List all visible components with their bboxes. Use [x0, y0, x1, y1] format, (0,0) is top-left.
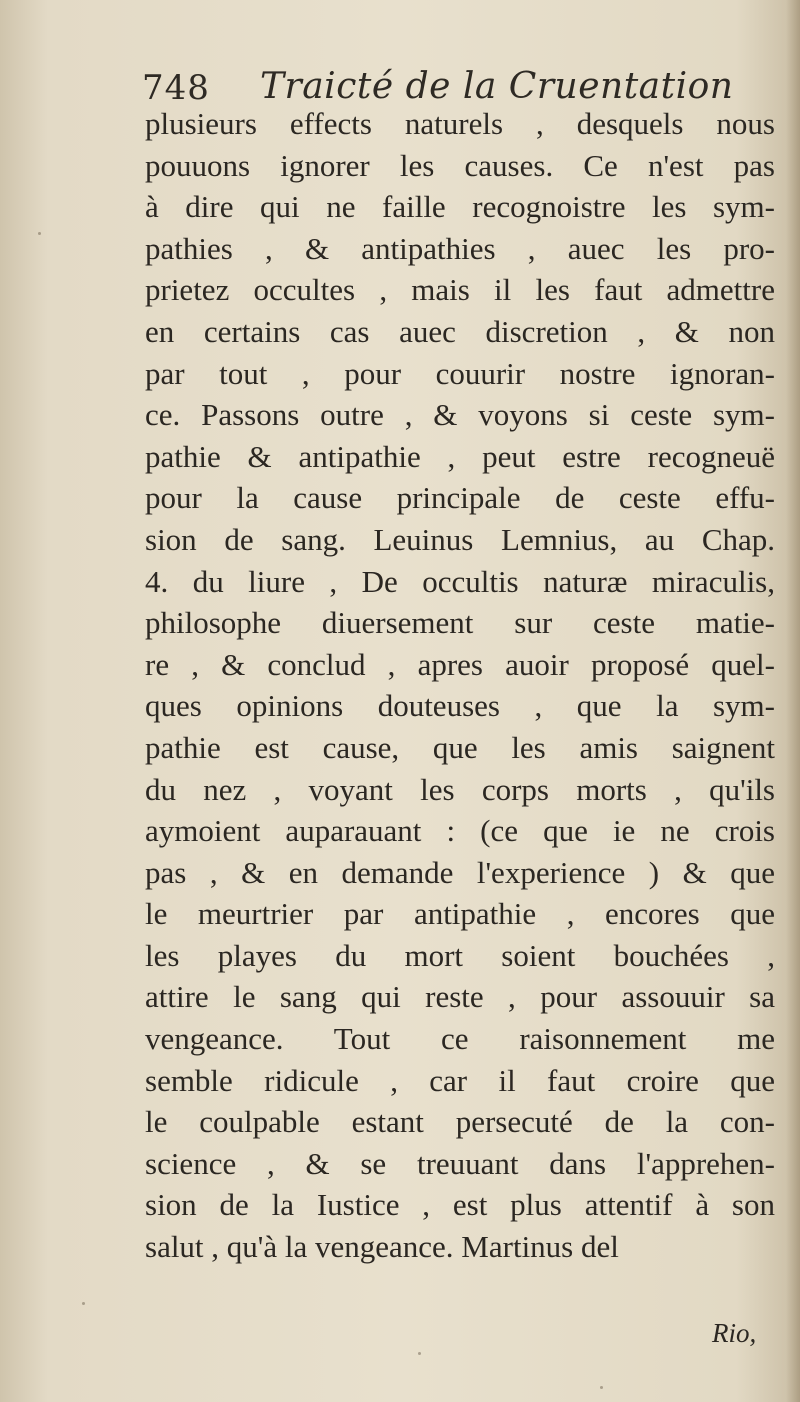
- text-line: re , & conclud , apres auoir proposé quel-: [145, 646, 775, 682]
- text-line: en certains cas auec discretion , & non: [145, 313, 775, 349]
- text-line: à dire qui ne faille recognoistre les sym-: [145, 189, 775, 225]
- text-line: philosophe diuersement sur ceste matie-: [145, 605, 775, 641]
- text-line: pathies , & antipathies , auec les pro-: [145, 230, 775, 266]
- text-line: du nez , voyant les corps morts , qu'ils: [145, 771, 775, 807]
- text-line: le meurtrier par antipathie , encores que: [145, 896, 775, 932]
- text-line: les playes du mort soient bouchées ,: [145, 937, 775, 973]
- text-line: vengeance. Tout ce raisonnement me: [145, 1021, 775, 1057]
- page-number: 748: [142, 68, 210, 108]
- body-text: [145, 103, 775, 1268]
- catchword: Rio,: [712, 1318, 757, 1348]
- text-line: pour la cause principale de ceste effu-: [145, 480, 775, 516]
- text-line: attire le sang qui reste , pour assouuir sa: [145, 979, 775, 1015]
- paper-speck: [418, 1352, 421, 1355]
- paper-speck: [38, 232, 41, 235]
- text-line: prietez occultes , mais il les faut admettre: [145, 272, 775, 308]
- text-line: le coulpable estant persecuté de la con-: [145, 1104, 775, 1140]
- text-line: sion de la Iustice , est plus attentif à son: [145, 1187, 775, 1223]
- text-line: par tout , pour couurir nostre ignoran-: [145, 355, 775, 391]
- text-line: pathie est cause, que les amis saignent: [145, 729, 775, 765]
- text-line: ques opinions douteuses , que la sym-: [145, 688, 775, 724]
- text-line: pas , & en demande l'experience ) & que: [145, 854, 775, 890]
- page-edge-shadow: [786, 0, 800, 1402]
- text-line: ce. Passons outre , & voyons si ceste sym-: [145, 397, 775, 433]
- running-title: Traicté de la Cruentation: [260, 66, 734, 107]
- text-line: aymoient auparauant : (ce que ie ne crois: [145, 813, 775, 849]
- text-line: pathie & antipathie , peut estre recogneuë: [145, 438, 775, 474]
- text-line: pouuons ignorer les causes. Ce n'est pas: [145, 147, 775, 183]
- text-line: salut , qu'à la vengeance. Martinus del: [145, 1229, 619, 1265]
- paper-speck: [82, 1302, 85, 1305]
- text-line: sion de sang. Leuinus Lemnius, au Chap.: [145, 521, 775, 557]
- text-line: 4. du liure , De occultis naturæ miraculis,: [145, 563, 775, 599]
- text-line: plusieurs effects naturels , desquels nous: [145, 106, 775, 141]
- text-line: semble ridicule , car il faut croire que: [145, 1062, 775, 1098]
- text-line: science , & se treuuant dans l'apprehen-: [145, 1145, 775, 1181]
- paper-speck: [600, 1386, 603, 1389]
